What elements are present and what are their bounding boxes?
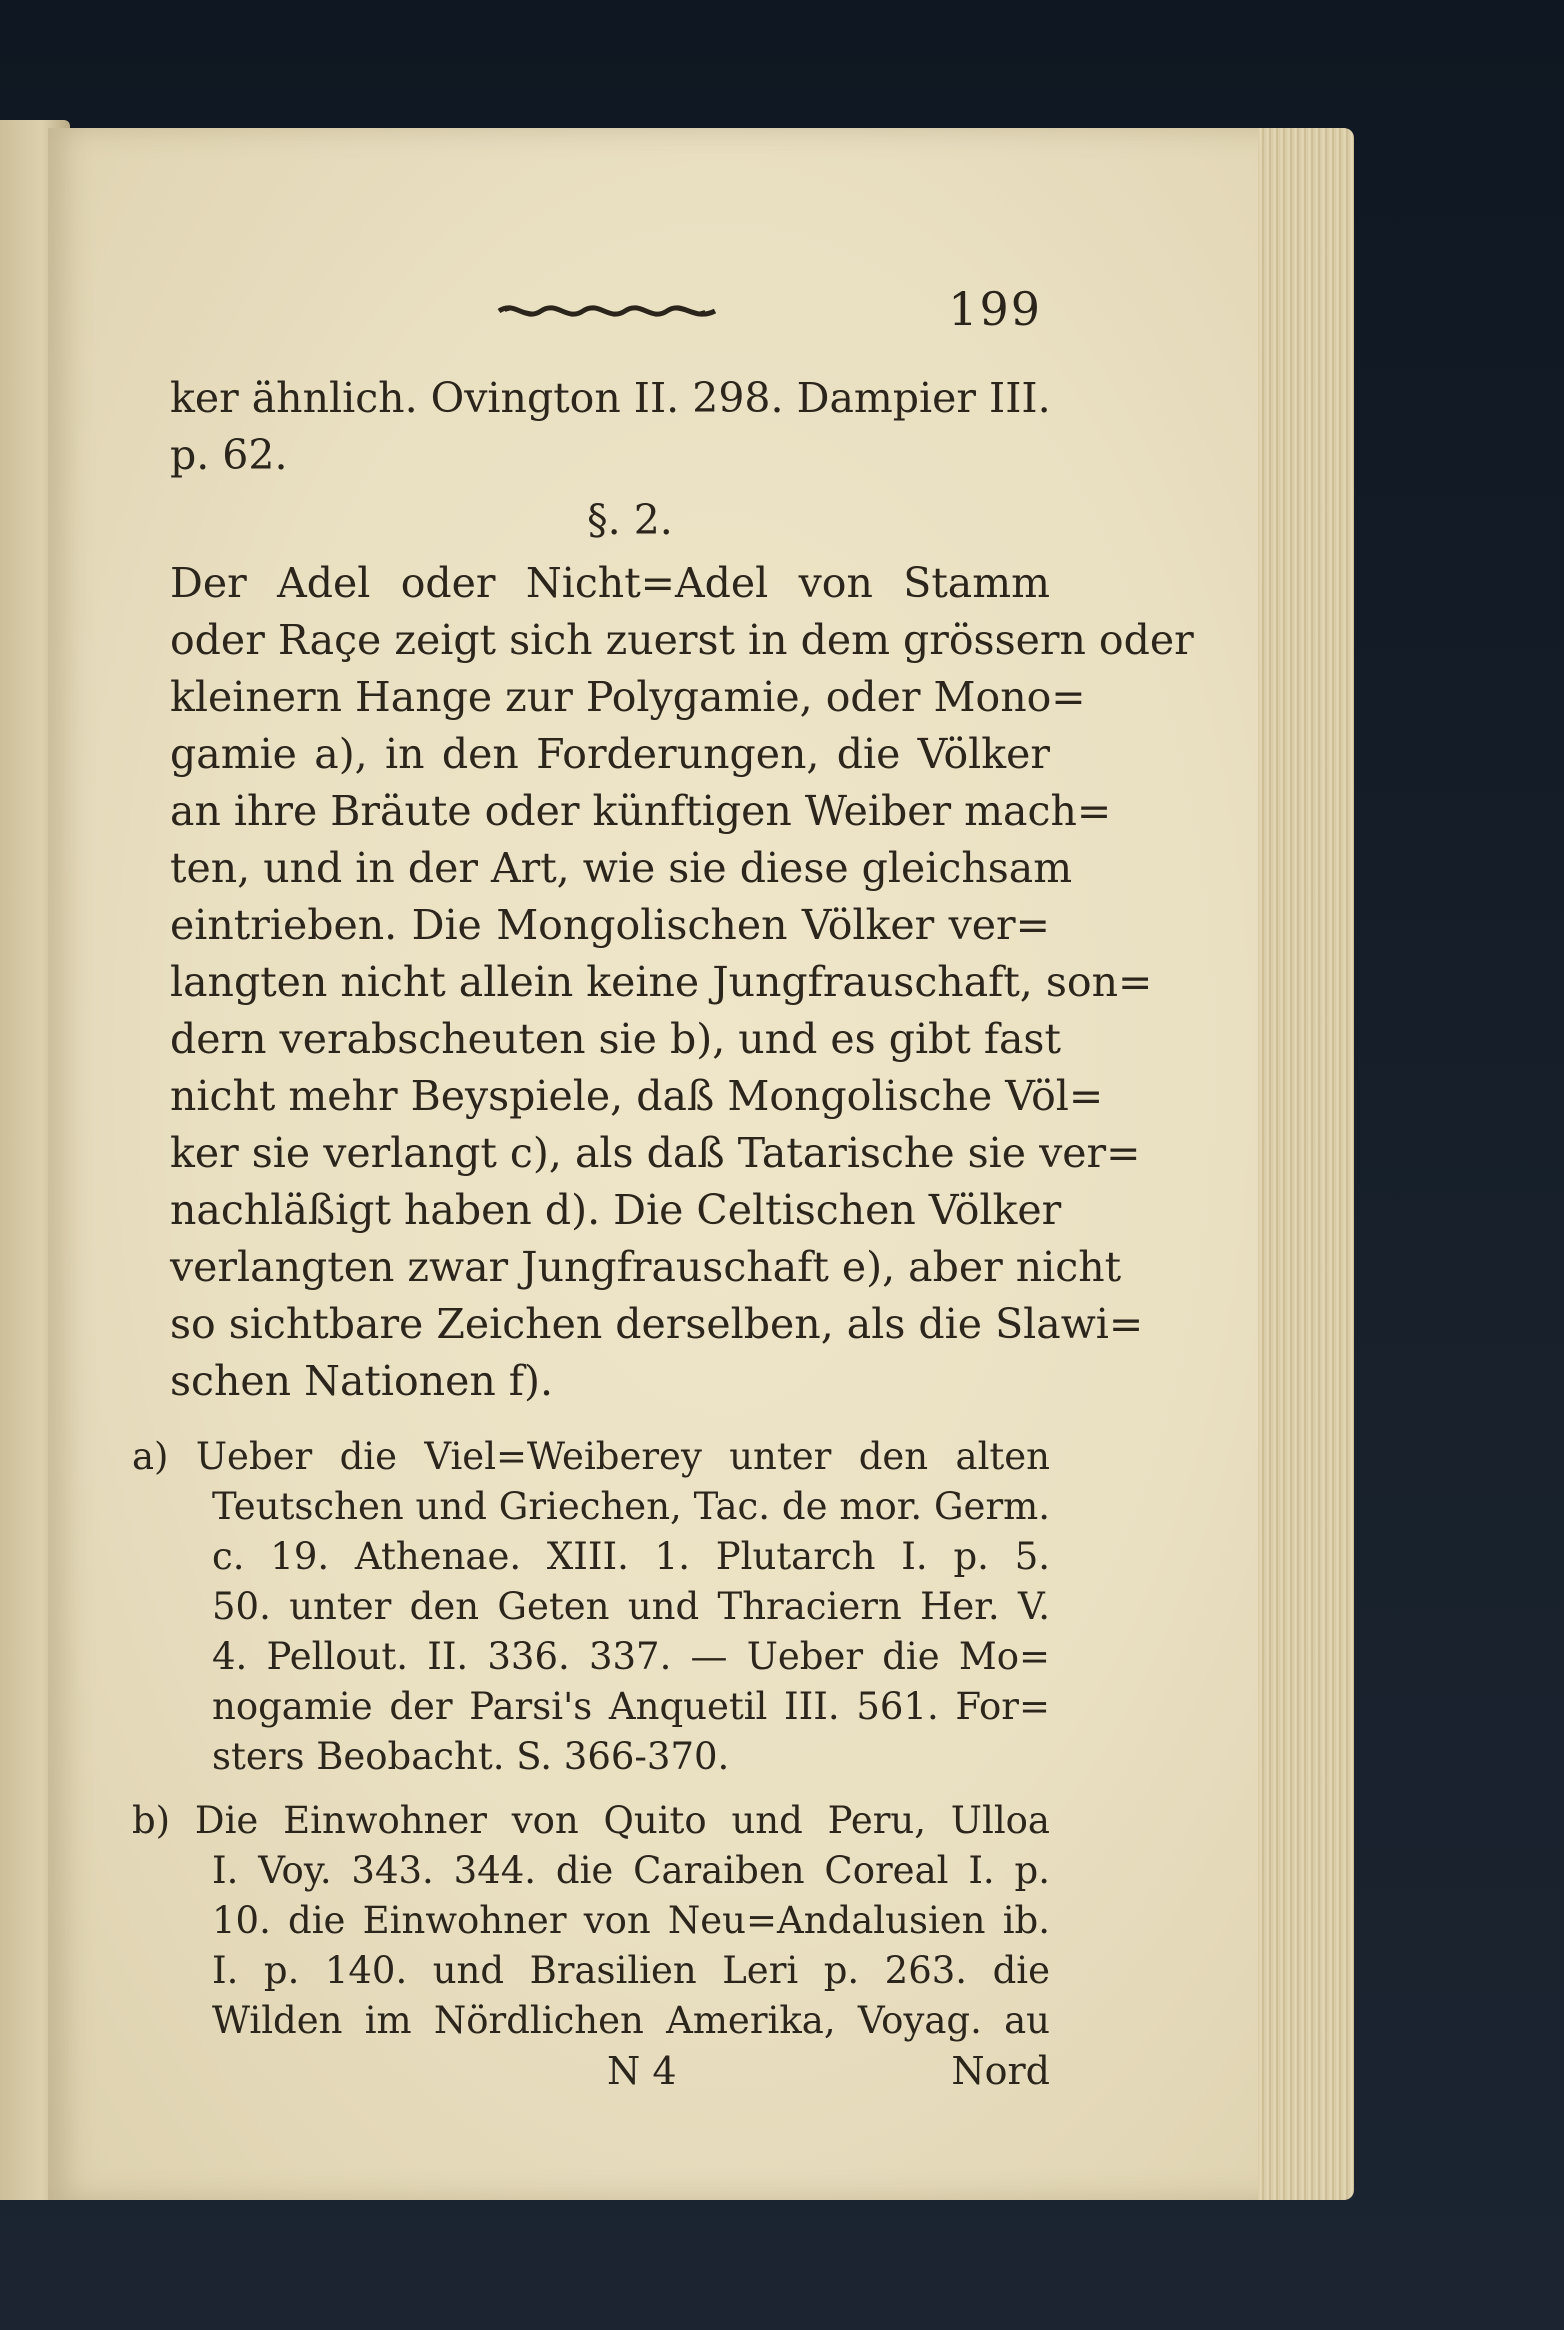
text-line: kleinern Hange zur Polygamie, oder Mono=: [170, 673, 1086, 721]
page-body: [132, 370, 1194, 2096]
text-line: so sichtbare Zeichen derselben, als die Slawi=: [170, 1300, 1144, 1348]
text-line: eintrieben. Die Mongolischen Völker ver=: [170, 901, 1050, 949]
text-line: schen Nationen f).: [170, 1357, 554, 1405]
text-line: verlangten zwar Jungfrauschaft e), aber nicht: [170, 1243, 1122, 1291]
text-line: langten nicht allein keine Jungfrauschaft, son=: [170, 958, 1153, 1006]
footnote-line: nogamie der Parsi's Anquetil III. 561. For=: [212, 1685, 1050, 1728]
text-line: nicht mehr Beyspiele, daß Mongolische Völ=: [170, 1072, 1104, 1120]
text-line: gamie a), in den Forderungen, die Völker: [170, 730, 1050, 778]
page-footer: [170, 2046, 1050, 2096]
header-ornament-icon: [495, 296, 720, 326]
footnote-line: Teutschen und Griechen, Tac. de mor. Germ.: [212, 1485, 1050, 1528]
text-line: an ihre Bräute oder künftigen Weiber mach=: [170, 787, 1112, 835]
footnote-line: b) Die Einwohner von Quito und Peru, Ulloa: [132, 1799, 1050, 1842]
signature-mark: N 4: [607, 2049, 677, 2093]
text-line: dern verabscheuten sie b), und es gibt fast: [170, 1015, 1061, 1063]
footnote-line: I. p. 140. und Brasilien Leri p. 263. die: [212, 1949, 1050, 1992]
text-line: oder Raçe zeigt sich zuerst in dem grössern oder: [170, 616, 1194, 664]
section-heading: §. 2.: [587, 496, 673, 544]
footnote-line: 50. unter den Geten und Thraciern Her. V.: [212, 1585, 1050, 1628]
footnote-a: [132, 1432, 1050, 1782]
text-line: p. 62.: [170, 431, 288, 479]
catchword: Nord: [951, 2049, 1050, 2093]
page-number: 199: [948, 282, 1042, 336]
footnote-b: [132, 1796, 1050, 2046]
footnote-line: c. 19. Athenae. XIII. 1. Plutarch I. p. 5.: [212, 1535, 1050, 1578]
footnote-line: 10. die Einwohner von Neu=Andalusien ib.: [212, 1899, 1050, 1942]
text-line: Der Adel oder Nicht=Adel von Stamm: [170, 559, 1050, 607]
text-line: ten, und in der Art, wie sie diese gleichsam: [170, 844, 1073, 892]
footnote-line: Wilden im Nördlichen Amerika, Voyag. au: [212, 1999, 1050, 2042]
footnote-line: I. Voy. 343. 344. die Caraiben Coreal I. p.: [212, 1849, 1050, 1892]
footnote-line: sters Beobacht. S. 366-370.: [212, 1735, 730, 1778]
footnote-line: 4. Pellout. II. 336. 337. — Ueber die Mo=: [212, 1635, 1050, 1678]
text-line: ker ähnlich. Ovington II. 298. Dampier III.: [170, 374, 1051, 422]
text-line: nachläßigt haben d). Die Celtischen Völker: [170, 1186, 1062, 1234]
text-line: ker sie verlangt c), als daß Tatarische sie ver=: [170, 1129, 1141, 1177]
page-block-edges: [1258, 128, 1354, 2200]
footnote-line: a) Ueber die Viel=Weiberey unter den alten: [132, 1435, 1050, 1478]
paragraph: [170, 555, 1194, 1410]
